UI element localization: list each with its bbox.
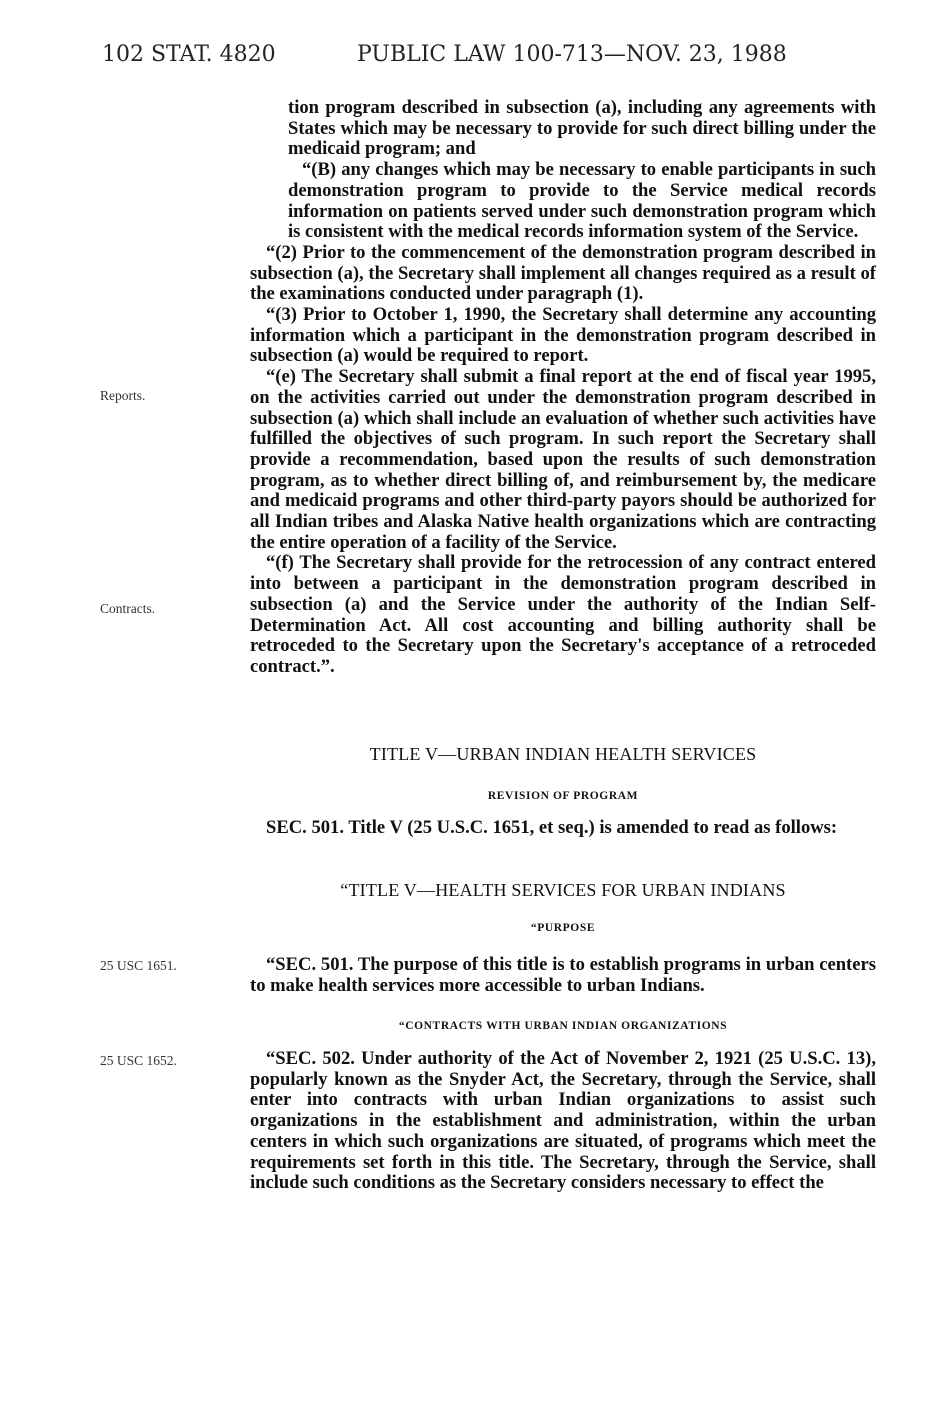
sec-501-purpose [250, 955, 876, 996]
continuation-text [250, 98, 876, 678]
paragraph-b: “(B) any changes which may be necessary to enable participants in such demonstration program to provide to the Service medical records information on patients served under such demonstration program which is consistent with the medical records information system of the Service. [288, 159, 876, 243]
paragraph-3: “(3) Prior to October 1, 1990, the Secretary shall determine any accounting information which a participant in the demonstration program described in subsection (a) would be required to report. [250, 304, 876, 367]
margin-note-reports: Reports. [100, 388, 146, 403]
new-title-v-heading: “TITLE V—HEALTH SERVICES FOR URBAN INDIANS [340, 880, 786, 900]
margin-note-usc-1652: 25 USC 1652. [100, 1053, 177, 1068]
title-v-heading: TITLE V—URBAN INDIAN HEALTH SERVICES [369, 744, 757, 764]
paragraph-2: “(2) Prior to the commencement of the demonstration program described in subsection (a), the Secretary shall implement all changes required as a result of the examinations conducted under paragraph (1). [250, 241, 876, 305]
sec-502-contracts [250, 1049, 876, 1194]
margin-note-usc-1651: 25 USC 1651. [100, 958, 177, 973]
margin-note-contracts: Contracts. [100, 601, 156, 616]
statute-page-number: 102 STAT. 4820 [102, 42, 276, 67]
sec-501-amendment-text: SEC. 501. Title V (25 U.S.C. 1651, et seq.) is amended to read as follows: [266, 817, 838, 838]
public-law-header: PUBLIC LAW 100-713—NOV. 23, 1988 [357, 42, 787, 67]
sec-501-amendment [250, 818, 876, 839]
subsection-e: “(e) The Secretary shall submit a final report at the end of fiscal year 1995, on the activities carried out under the demonstration program described in subsection (a) which shall include an evaluation of whether such activities have fulfilled the objectives of such program. In such report the Secretary shall provide a recommendation, based upon the results of such demonstration program, as to whether direct billing of, and reimbursement by, the medicare and medicaid programs and other third-party payors should be authorized for all Indian tribes and Alaska Native health organizations which are contracting the entire operation of a facility of the Service. [250, 366, 876, 553]
revision-of-program-heading: REVISION OF PROGRAM [487, 790, 639, 802]
contracts-heading: “CONTRACTS WITH URBAN INDIAN ORGANIZATIONS [398, 1020, 728, 1032]
paragraph-continuation: tion program described in subsection (a), including any agreements with States which may be necessary to provide for such direct billing under the medicaid program; and [288, 97, 876, 160]
purpose-heading: “PURPOSE [530, 922, 596, 934]
subsection-f: “(f) The Secretary shall provide for the retrocession of any contract entered into between a participant in the demonstration program described in subsection (a) and the Service under the authority of the Indian Self-Determination Act. All cost accounting and billing authority shall be retroceded to the Secretary upon the Secretary's acceptance of a retroceded contract.”. [250, 552, 876, 677]
sec-501-purpose-text: “SEC. 501. The purpose of this title is to establish programs in urban centers to make health services more accessible to urban Indians. [250, 954, 876, 996]
sec-502-text: “SEC. 502. Under authority of the Act of November 2, 1921 (25 U.S.C. 13), popularly known as the Snyder Act, the Secretary, through the Service, shall enter into contracts with urban Indian organizations to assist such organizations in the establishment and administration, within the urban centers in which such organizations are situated, of programs which meet the requirements set forth in this title. The Secretary, through the Service, shall include such conditions as the Secretary considers necessary to effect the [250, 1048, 876, 1194]
